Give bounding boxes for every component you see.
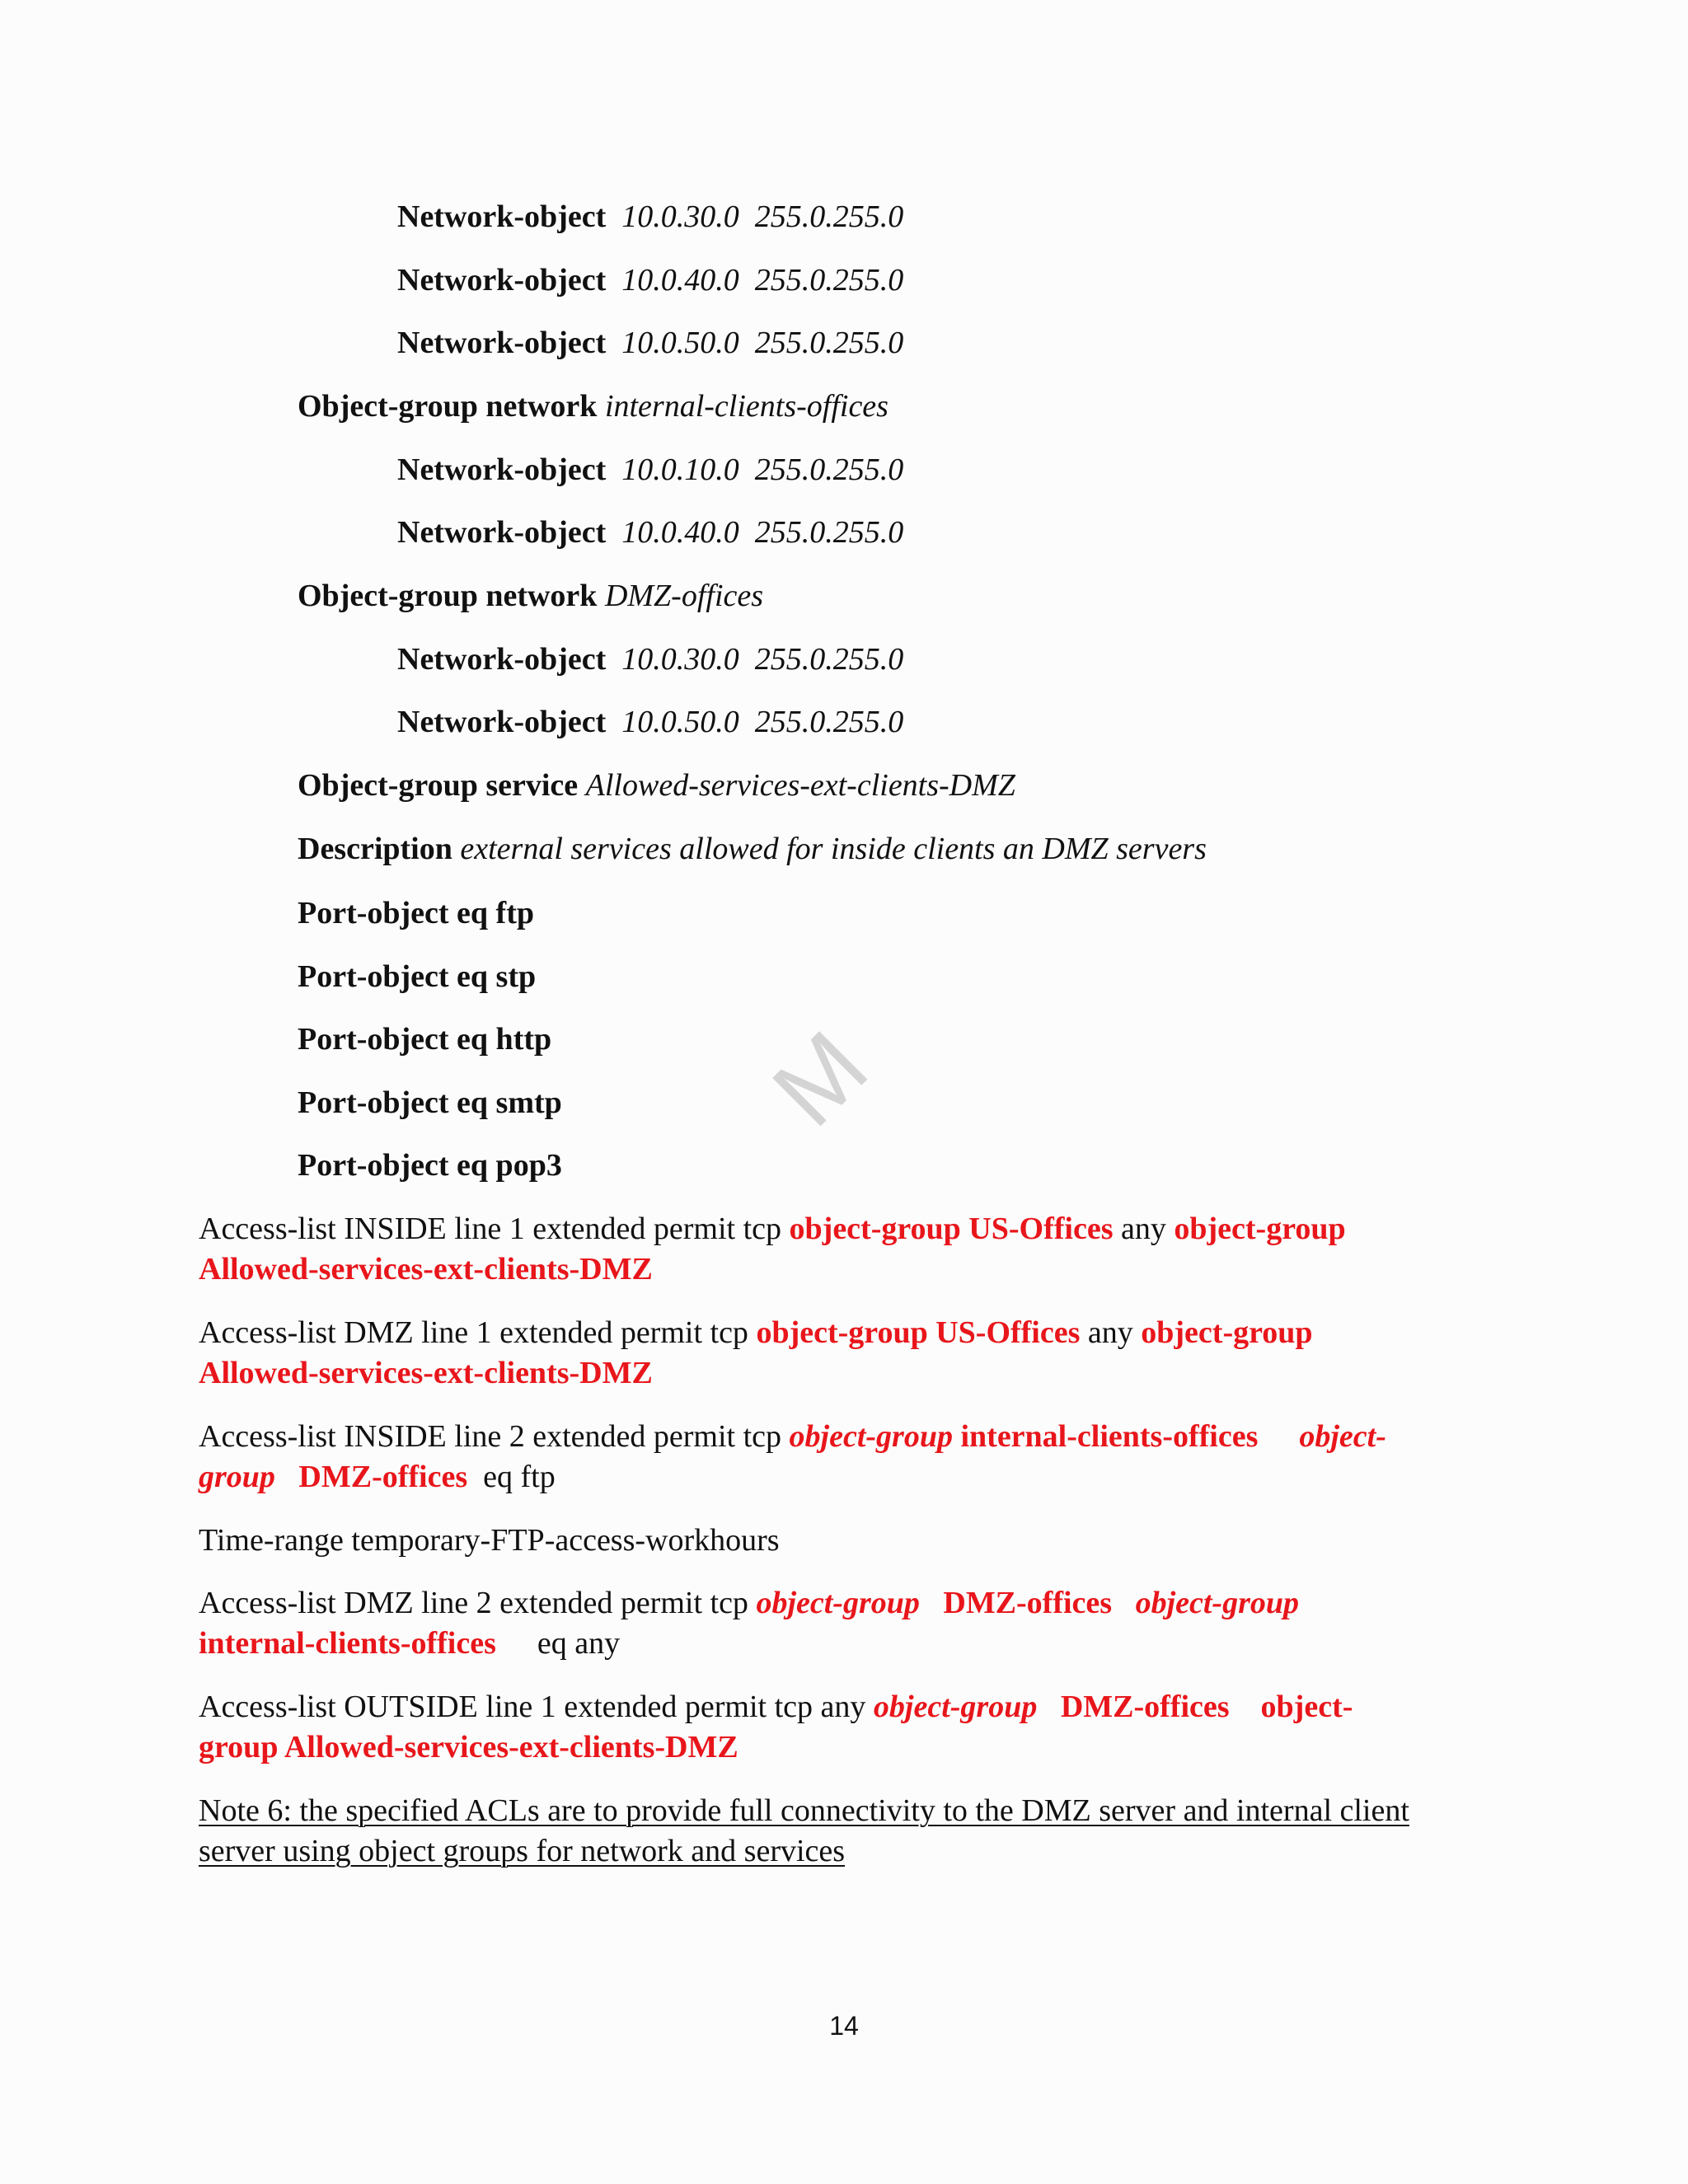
- acl-outside-line1-cont: group Allowed-services-ext-clients-DMZ: [199, 1730, 738, 1765]
- port-object-line: Port-object eq ftp: [298, 896, 535, 930]
- port-object-line: Port-object eq pop3: [298, 1148, 562, 1183]
- page-number: 14: [829, 2011, 859, 2041]
- watermark: M: [752, 1010, 889, 1147]
- port-object-line: Port-object eq stp: [298, 959, 537, 994]
- time-range-line: Time-range temporary-FTP-access-workhours: [199, 1523, 780, 1558]
- port-object-line: Port-object eq smtp: [298, 1085, 562, 1120]
- object-group-service: Object-group service Allowed-services-ext-clients-DMZ: [298, 768, 1015, 803]
- note-line1: Note 6: the specified ACLs are to provide full connectivity to the DMZ server and internal client: [199, 1793, 1409, 1828]
- acl-outside-line1: Access-list OUTSIDE line 1 extended permit tcp any object-group DMZ-offices object-: [199, 1690, 1353, 1724]
- object-group-internal: Object-group network internal-clients-offices: [298, 389, 889, 424]
- port-object-line: Port-object eq http: [298, 1022, 552, 1057]
- acl-dmz-line1-cont: Allowed-services-ext-clients-DMZ: [199, 1356, 653, 1390]
- network-object-line: Network-object 10.0.40.0 255.0.255.0: [397, 263, 904, 298]
- acl-inside-line1: Access-list INSIDE line 1 extended permit tcp object-group US-Offices any object-group: [199, 1212, 1346, 1246]
- acl-inside-line2: Access-list INSIDE line 2 extended permit tcp object-group internal-clients-offices object-: [199, 1419, 1386, 1454]
- network-object-line: Network-object 10.0.40.0 255.0.255.0: [397, 515, 904, 550]
- acl-inside-line2-cont: group DMZ-offices eq ftp: [199, 1460, 556, 1494]
- network-object-line: Network-object 10.0.50.0 255.0.255.0: [397, 705, 904, 739]
- acl-dmz-line2-cont: internal-clients-offices eq any: [199, 1626, 621, 1661]
- network-object-line: Network-object 10.0.50.0 255.0.255.0: [397, 326, 904, 360]
- acl-dmz-line1: Access-list DMZ line 1 extended permit tcp object-group US-Offices any object-group: [199, 1315, 1313, 1350]
- network-object-line: Network-object 10.0.30.0 255.0.255.0: [397, 199, 904, 234]
- network-object-line: Network-object 10.0.10.0 255.0.255.0: [397, 452, 904, 487]
- object-group-dmz: Object-group network DMZ-offices: [298, 579, 764, 613]
- service-description: Description external services allowed for inside clients an DMZ servers: [298, 832, 1207, 866]
- acl-inside-line1-cont: Allowed-services-ext-clients-DMZ: [199, 1252, 653, 1286]
- note-line2: server using object groups for network and services: [199, 1834, 846, 1868]
- network-object-line: Network-object 10.0.30.0 255.0.255.0: [397, 642, 904, 677]
- acl-dmz-line2: Access-list DMZ line 2 extended permit tcp object-group DMZ-offices object-group: [199, 1586, 1300, 1620]
